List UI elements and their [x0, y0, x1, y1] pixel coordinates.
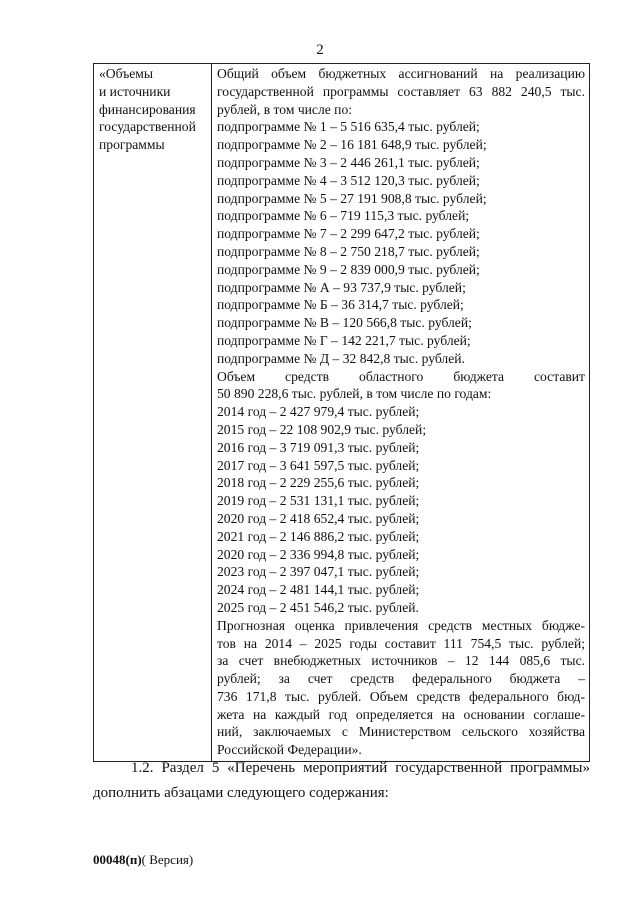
row-header-line: государственной [99, 119, 196, 135]
content-line: 2015 год – 22 108 902,9 тыс. рублей; [217, 421, 427, 437]
content-line: рублей; за счет средств федерального бюджета – [217, 671, 585, 687]
content-line: 2020 год – 2 418 652,4 тыс. рублей; [217, 510, 420, 526]
funding-table [93, 63, 590, 762]
content-line: Объем средств областного бюджета составит [217, 368, 585, 384]
content-line: подпрограмме № 7 – 2 299 647,2 тыс. рублей; [217, 226, 480, 242]
row-header-line: «Объемы [99, 66, 153, 81]
content-line: подпрограмме № 4 – 3 512 120,3 тыс. рублей; [217, 172, 480, 188]
row-header-line: и источники [99, 83, 171, 99]
row-header-line: программы [99, 137, 165, 153]
document-footer [93, 852, 193, 868]
content-line: жета на каждый год определяется на основании соглаше- [217, 706, 585, 722]
content-line: 2024 год – 2 481 144,1 тыс. рублей; [217, 582, 420, 598]
content-line: подпрограмме № 9 – 2 839 000,9 тыс. рублей; [217, 261, 480, 277]
row-header-line: финансирования [99, 101, 196, 117]
content-line: подпрограмме № 2 – 16 181 648,9 тыс. рублей; [217, 137, 487, 153]
content-line: Прогнозная оценка привлечения средств местных бюдже- [217, 617, 585, 633]
content-line: тов на 2014 – 2025 годы составит 111 754,5 тыс. рублей; [217, 635, 585, 651]
content-line: Российской Федерации». [217, 742, 362, 758]
section-paragraph-line-2: дополнить абзацами следующего содержания: [93, 785, 389, 801]
content-line: государственной программы составляет 63 882 240,5 тыс. [217, 83, 585, 99]
content-line: подпрограмме № В – 120 566,8 тыс. рублей; [217, 315, 472, 331]
content-line: 2020 год – 2 336 994,8 тыс. рублей; [217, 546, 420, 562]
page-number: 2 [316, 42, 324, 58]
content-line: 2019 год – 2 531 131,1 тыс. рублей; [217, 493, 420, 509]
table-row [94, 64, 590, 762]
content-line: 2016 год – 3 719 091,3 тыс. рублей; [217, 439, 420, 455]
document-version: ( Версия) [141, 852, 194, 867]
content-line: подпрограмме № 5 – 27 191 908,8 тыс. рублей; [217, 190, 487, 206]
content-line: за счет внебюджетных источников – 12 144 085,6 тыс. [217, 653, 585, 669]
content-line: подпрограмме № Б – 36 314,7 тыс. рублей; [217, 297, 464, 313]
content-line: Общий объем бюджетных ассигнований на реализацию [217, 66, 585, 81]
row-content-text [217, 65, 585, 759]
content-line: 2017 год – 3 641 597,5 тыс. рублей; [217, 457, 420, 473]
content-line: подпрограмме № Д – 32 842,8 тыс. рублей. [217, 350, 465, 366]
content-line: ний, заключаемых с Министерством сельского хозяйства [217, 724, 585, 740]
content-line: подпрограмме № 6 – 719 115,3 тыс. рублей; [217, 208, 470, 224]
content-line: подпрограмме № 8 – 2 750 218,7 тыс. рублей; [217, 243, 480, 259]
content-line: рублей, в том числе по: [217, 101, 353, 117]
document-code: 00048(п) [93, 852, 142, 867]
row-content-cell [212, 64, 590, 762]
content-line: 2018 год – 2 229 255,6 тыс. рублей; [217, 475, 420, 491]
section-paragraph-line-1: 1.2. Раздел 5 «Перечень мероприятий государственной программы» [131, 760, 590, 776]
content-line: 2025 год – 2 451 546,2 тыс. рублей. [217, 599, 419, 615]
content-line: 736 171,8 тыс. рублей. Объем средств федерального бюд- [217, 688, 585, 704]
content-line: подпрограмме № 1 – 5 516 635,4 тыс. рублей; [217, 119, 480, 135]
row-header-text [99, 65, 207, 154]
content-line: подпрограмме № Г – 142 221,7 тыс. рублей; [217, 332, 471, 348]
content-line: 50 890 228,6 тыс. рублей, в том числе по годам: [217, 386, 492, 402]
content-line: 2021 год – 2 146 886,2 тыс. рублей; [217, 528, 420, 544]
content-line: 2014 год – 2 427 979,4 тыс. рублей; [217, 404, 420, 420]
content-line: подпрограмме № 3 – 2 446 261,1 тыс. рублей; [217, 154, 480, 170]
content-line: 2023 год – 2 397 047,1 тыс. рублей; [217, 564, 420, 580]
row-header-cell [94, 64, 212, 762]
content-line: подпрограмме № А – 93 737,9 тыс. рублей; [217, 279, 466, 295]
